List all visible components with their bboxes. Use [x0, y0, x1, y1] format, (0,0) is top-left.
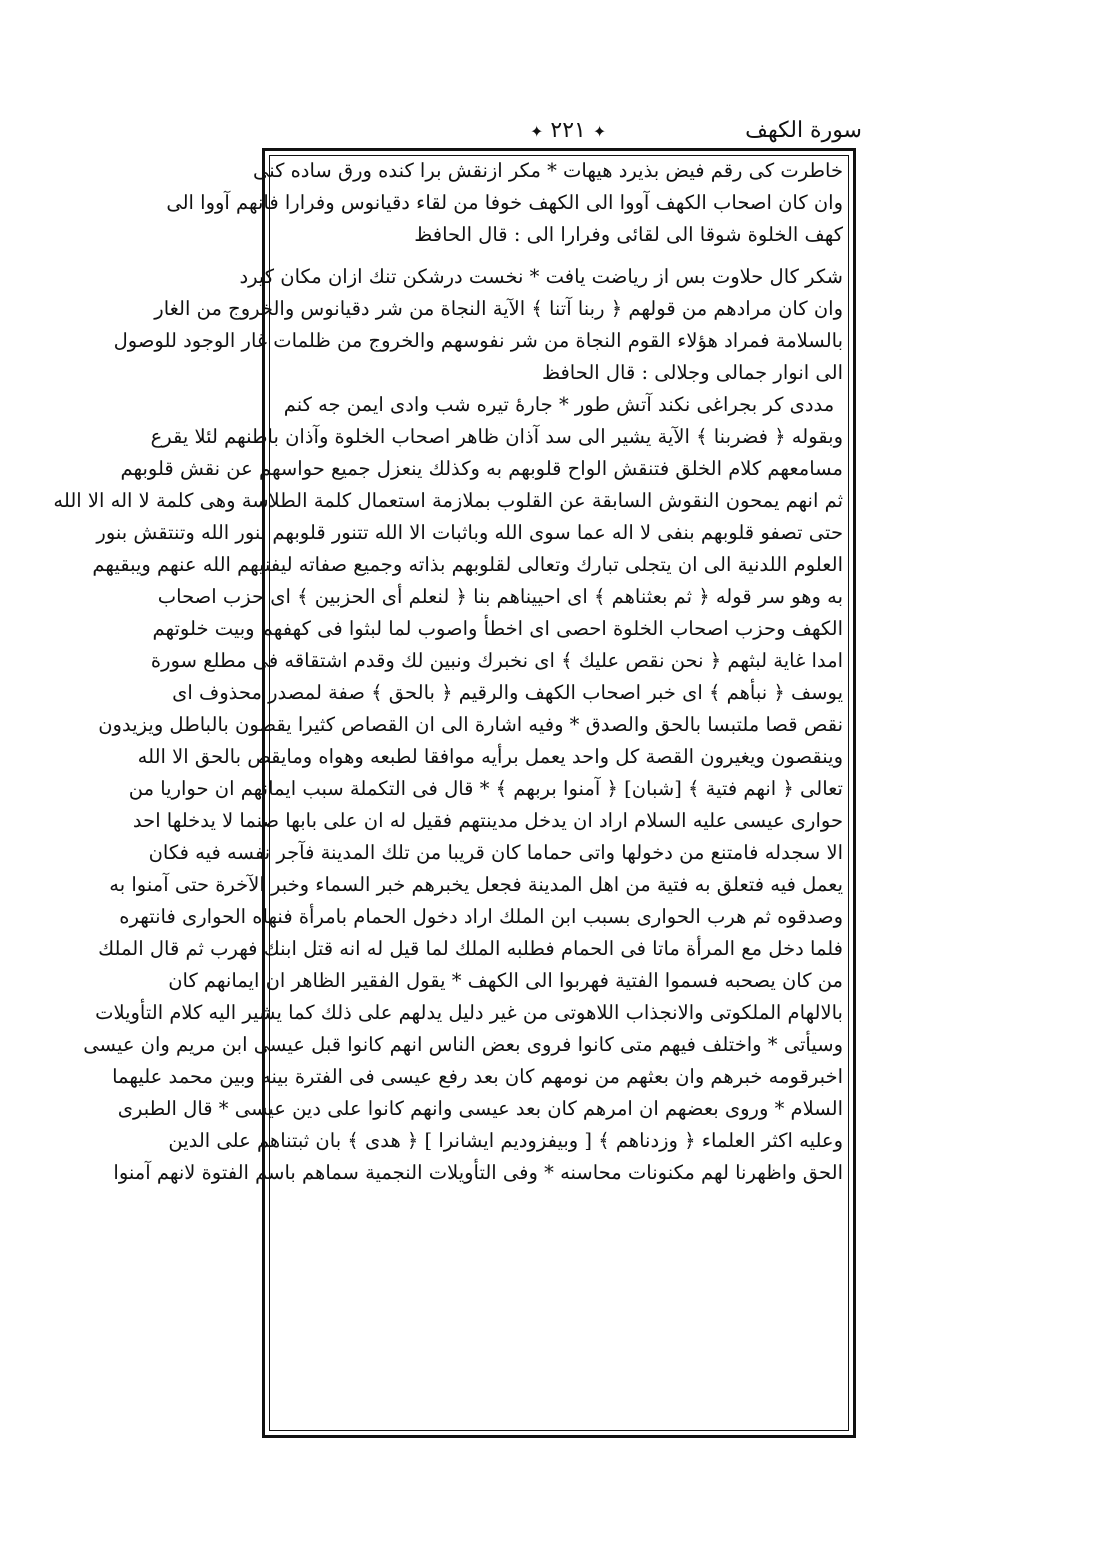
text-line: الا سجدله فامتنع من دخولها واتى حماما كان قريبا من تلك المدينة فآجر نفسه فيه فكان	[148, 841, 843, 864]
text-line: وان كان مرادهم من قولهم ﴿ ربنا آتنا ﴾ الآية النجاة من شر دقيانوس والخروج من الغار	[154, 297, 843, 320]
text-line: وبقوله ﴿ فضربنا ﴾ الآية يشير الى سد آذان ظاهر اصحاب الخلوة وآذان باطنهم لئلا يقرع	[150, 425, 843, 448]
text-line: فلما دخل مع المرأة ماتا فى الحمام فطلبه الملك لما قيل له انه قتل ابنك فهرب ثم قال الملك	[98, 937, 843, 960]
text-frame	[53, 148, 856, 1438]
text-line: نقص قصا ملتبسا بالحق والصدق * وفيه اشارة الى ان القصاص كثيرا يقصون بالباطل ويزيدون	[98, 713, 843, 736]
text-line: كهف الخلوة شوقا الى لقائى وفرارا الى : قال الحافظ	[414, 223, 843, 246]
verse-line: خاطرت كى رقم فيض بذيرد هيهات * مكر ازنقش برا كنده ورق ساده كنى	[252, 159, 843, 182]
page-number-text: ۲۲۱	[550, 118, 586, 143]
text-block	[53, 155, 843, 1427]
text-line: مسامعهم كلام الخلق فتنقش الواح قلوبهم به وكذلك ينعزل جميع حواسهم عن نقش قلوبهم	[120, 457, 843, 480]
text-line: ثم انهم يمحون النقوش السابقة عن القلوب بملازمة استعمال كلمة الطلاسة وهى كلمة لا اله الا الله	[53, 489, 843, 512]
text-line: به وهو سر قوله ﴿ ثم بعثناهم ﴾ اى احييناهم بنا ﴿ لنعلم أى الحزبين ﴾ اى حزب اصحاب	[157, 585, 843, 608]
text-line: بالالهام الملكوتى والانجذاب اللاهوتى من غير دليل يدلهم على ذلك كما يشير اليه كلام التأويلات	[95, 1001, 843, 1024]
text-line: وينقصون ويغيرون القصة كل واحد يعمل برأيه موافقا لطبعه وهواه ومايقص بالحق الا الله	[137, 745, 843, 768]
ornament-left-icon: ✦	[592, 122, 607, 141]
text-line: بالسلامة فمراد هؤلاء القوم النجاة من شر نفوسهم والخروج من ظلمات غار الوجود للوصول	[113, 329, 843, 352]
text-line: الحق واظهرنا لهم مكنونات محاسنه * وفى التأويلات النجمية سماهم باسم الفتوة لانهم آمنوا	[113, 1161, 843, 1184]
text-line: امدا غاية لبثهم ﴿ نحن نقص عليك ﴾ اى نخبرك ونبين لك وقدم اشتقاقه فى مطلع سورة	[150, 649, 843, 672]
text-line: حتى تصفو قلوبهم بنفى لا اله عما سوى الله وباثبات الا الله تتنور قلوبهم بنور الله وتنتقش بنور	[96, 521, 843, 544]
text-line: وان كان اصحاب الكهف آووا الى الكهف خوفا من لقاء دقيانوس وفرارا فانهم آووا الى	[166, 191, 843, 214]
text-line: حوارى عيسى عليه السلام اراد ان يدخل مدينتهم فقيل له ان على بابها صنما لا يدخلها احد	[132, 809, 843, 832]
ornament-right-icon: ✦	[530, 122, 544, 141]
text-line: السلام * وروى بعضهم ان امرهم كان بعد عيسى وانهم كانوا على دين عيسى * قال الطبرى	[117, 1097, 843, 1120]
text-line: يعمل فيه فتعلق به فتية من اهل المدينة فجعل يخبرهم خبر السماء وخبر الآخرة حتى آمنوا به	[109, 873, 843, 896]
text-line: من كان يصحبه فسموا الفتية فهربوا الى الكهف * يقول الفقير الظاهر ان ايمانهم كان	[168, 969, 843, 992]
verse-line: شكر كال حلاوت بس از رياضت يافت * نخست درشكن تنك ازان مكان كيرد	[239, 265, 843, 288]
text-line: وصدقوه ثم هرب الحوارى بسبب ابن الملك اراد دخول الحمام بامرأة فنهاه الحوارى فانتهره	[119, 905, 843, 928]
text-line: العلوم اللدنية الى ان يتجلى تبارك وتعالى لقلوبهم بذاته وجميع صفاته ليفنيهم الله عنهم ويبقيهم	[92, 553, 843, 576]
text-line: الكهف وحزب اصحاب الخلوة احصى اى اخطأ واصوب لما لبثوا فى كهفهم وبيت خلوتهم	[152, 617, 843, 640]
text-line: اخبرقومه خبرهم وان بعثهم من نومهم كان بعد رفع عيسى فى الفترة بينه وبين محمد عليهما	[112, 1065, 843, 1088]
verse-line: مددى كر بجراغى نكند آتش طور * جارۀ تيره شب وادى ايمن جه كنم	[283, 393, 835, 416]
text-line: الى انوار جمالى وجلالى : قال الحافظ	[541, 361, 843, 384]
page-number	[530, 118, 606, 143]
text-line: وعليه اكثر العلماء ﴿ وزدناهم ﴾ [ وبيفزوديم ايشانرا ] ﴿ هدى ﴾ بان ثبتناهم على الدين	[168, 1129, 843, 1152]
text-line: يوسف ﴿ نبأهم ﴾ اى خبر اصحاب الكهف والرقيم ﴿ بالحق ﴾ صفة لمصدر محذوف اى	[172, 681, 843, 704]
text-line: تعالى ﴿ انهم فتية ﴾ [شبان] ﴿ آمنوا بربهم ﴾ * قال فى التكملة سبب ايمانهم ان حواريا من	[128, 777, 843, 800]
text-line: وسيأتى * واختلف فيهم متى كانوا فروى بعض الناس انهم كانوا قبل عيسى ابن مريم وان عيسى	[83, 1033, 843, 1056]
surah-name: سورة الكهف	[745, 118, 862, 143]
line-gap	[275, 251, 843, 261]
page-header	[268, 118, 862, 148]
